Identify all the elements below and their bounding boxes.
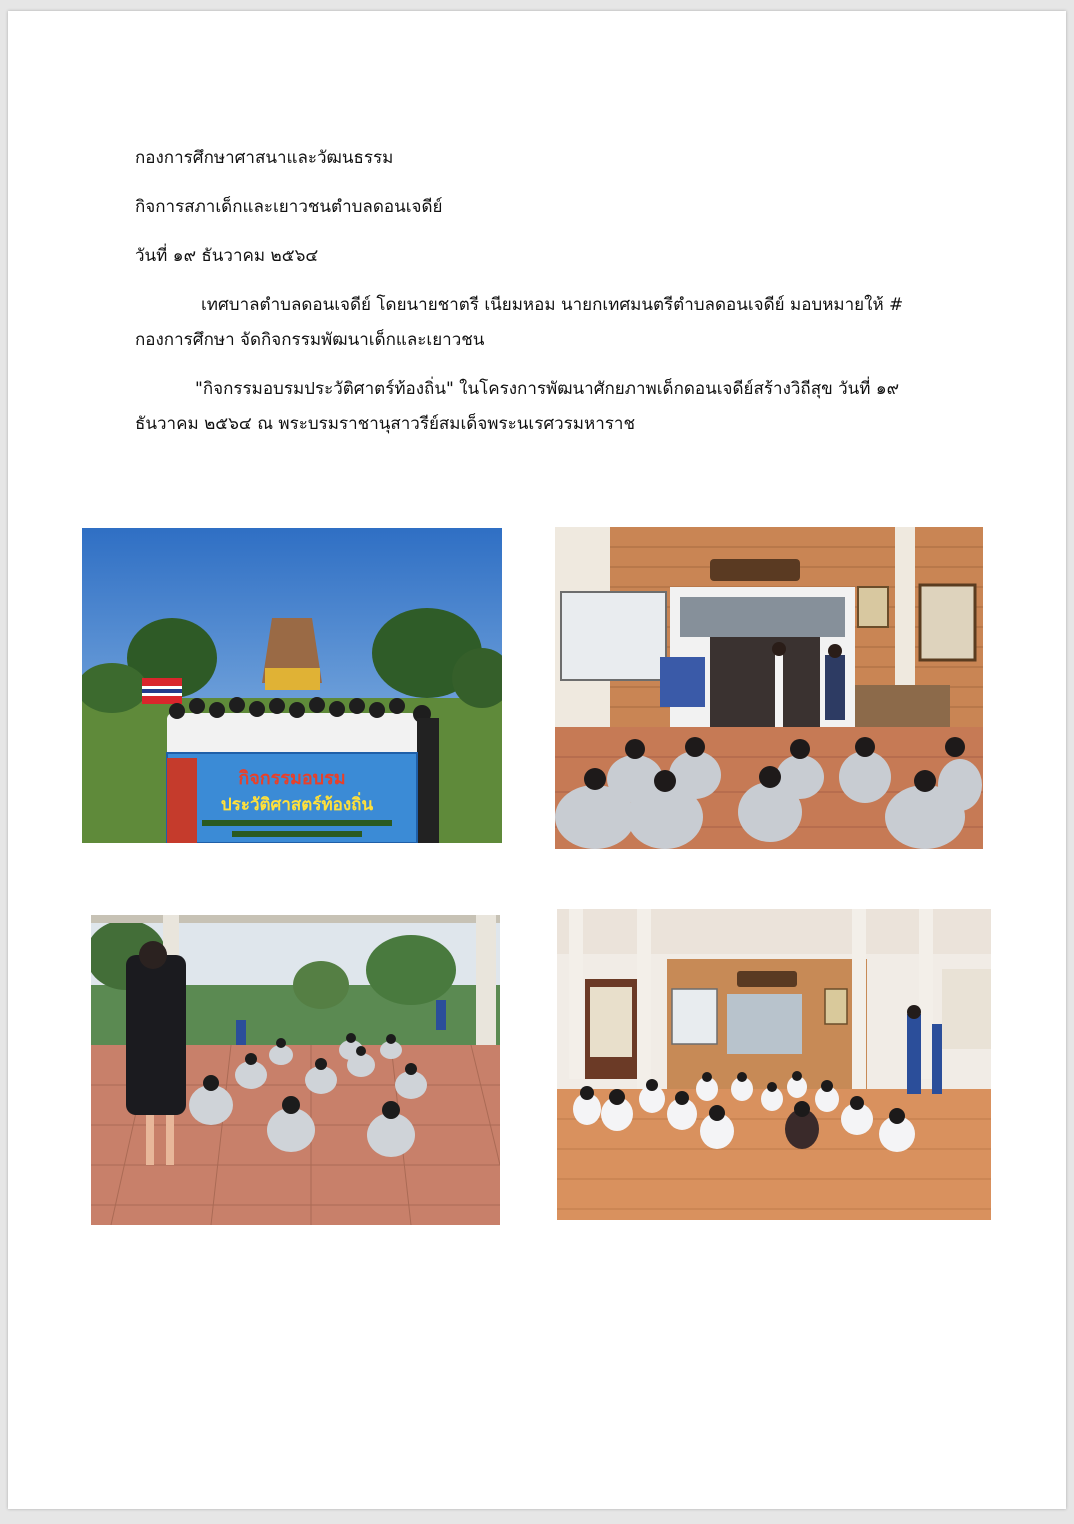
date-line: วันที่ ๑๙ ธันวาคม ๒๕๖๔	[135, 246, 319, 266]
activity-heading: กิจการสภาเด็กและเยาวชนตำบลดอนเจดีย์	[135, 197, 443, 217]
paragraph1-line1: เทศบาลตำบลดอนเจดีย์ โดยนายชาตรี เนียมหอม นายกเทศมนตรีตำบลดอนเจดีย์ มอบหมายให้ #	[201, 295, 904, 315]
paragraph2-line1: "กิจกรรมอบรมประวัติศาตร์ท้องถิ่น" ในโครงการพัฒนาศักยภาพเด็กดอนเจดีย์สร้างวิถีสุข วันที่ ๑๙	[195, 379, 900, 399]
paragraph2-line2: ธันวาคม ๒๕๖๔ ณ พระบรมราชานุสาวรีย์สมเด็จพระนเรศวรมหาราช	[135, 414, 635, 434]
photo-museum-entrance	[555, 527, 983, 849]
paragraph1-line2: กองการศึกษา จัดกิจกรรมพัฒนาเด็กและเยาวชน	[135, 330, 485, 350]
banner-text-line2: ประวัติศาสตร์ท้องถิ่น	[220, 795, 374, 815]
department-heading: กองการศึกษาศาสนาและวัฒนธรรม	[135, 148, 394, 168]
photo-group-banner	[82, 528, 502, 843]
photo-open-hall	[557, 909, 991, 1220]
document-page	[8, 11, 1066, 1509]
banner-text-line1: กิจกรรมอบรม	[238, 768, 346, 789]
photo-outdoor-pavilion	[91, 915, 500, 1225]
